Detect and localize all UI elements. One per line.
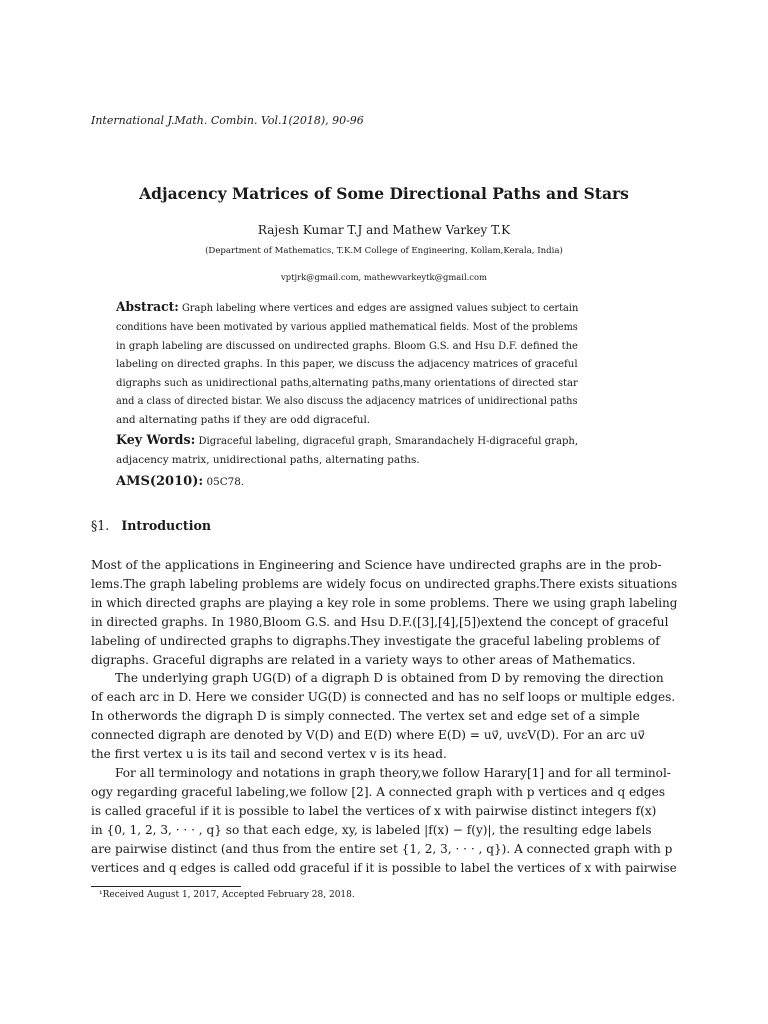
body-line: digraphs. Graceful digraphs are related in a variety ways to other areas of Mathematics.: [91, 653, 636, 667]
body-line: the first vertex u is its tail and second vertex v is its head.: [91, 747, 447, 761]
body-line: In otherwords the digraph D is simply connected. The vertex set and edge set of a simple: [91, 709, 640, 723]
footnote: ¹Received August 1, 2017, Accepted February 28, 2018.: [99, 890, 355, 900]
body-line: Most of the applications in Engineering and Science have undirected graphs are in the prob-: [91, 558, 662, 572]
keywords-label: Key Words:: [116, 433, 196, 448]
journal-reference: International J.Math. Combin. Vol.1(2018), 90-96: [91, 114, 364, 127]
body-line: vertices and q edges is called odd graceful if it is possible to label the vertices of x with pairwise: [91, 861, 677, 875]
section-number: §1.: [91, 518, 110, 533]
body-line: For all terminology and notations in graph theory,we follow Harary[1] and for all terminol-: [115, 766, 671, 780]
abstract-text: Graph labeling where vertices and edges are assigned values subject to certain: [181, 302, 579, 314]
abstract-line: conditions have been motivated by various applied mathematical fields. Most of the problems: [116, 321, 578, 333]
abstract-line: and alternating paths if they are odd digraceful.: [116, 413, 371, 426]
abstract-label: Abstract:: [116, 300, 179, 315]
body-line: connected digraph are denoted by V(D) and E(D) where E(D) = uv⃗, uvεV(D). For an arc uv⃗: [91, 728, 645, 742]
body-line: in which directed graphs are playing a key role in some problems. There we using graph labeling: [91, 596, 678, 610]
body-line: of each arc in D. Here we consider UG(D) is connected and has no self loops or multiple edges.: [91, 690, 676, 704]
paper-authors: Rajesh Kumar T.J and Mathew Varkey T.K: [257, 223, 511, 237]
body-line: is called graceful if it is possible to label the vertices of x with pairwise distinct integers f(x): [91, 804, 657, 818]
section-title: Introduction: [121, 518, 212, 533]
abstract-line: digraphs such as unidirectional paths,alternating paths,many orientations of directed star: [116, 376, 578, 389]
keywords-line: [116, 432, 578, 450]
abstract-line: [116, 299, 578, 317]
abstract-line: and a class of directed bistar. We also discuss the adjacency matrices of unidirectional paths: [116, 395, 578, 407]
keywords-line: adjacency matrix, unidirectional paths, alternating paths.: [116, 454, 420, 466]
paper-title: Adjacency Matrices of Some Directional Paths and Stars: [139, 184, 629, 203]
author-affiliation: (Department of Mathematics, T.K.M College of Engineering, Kollam,Kerala, India): [205, 246, 563, 256]
ams-value: 05C78.: [206, 476, 245, 488]
keywords-text: Digraceful labeling, digraceful graph, Smarandachely H-digraceful graph,: [198, 435, 579, 447]
section-heading: [91, 518, 211, 533]
abstract-line: labeling on directed graphs. In this paper, we discuss the adjacency matrices of graceful: [116, 358, 578, 370]
footnote-rule: [91, 886, 241, 887]
body-line: in {0, 1, 2, 3, · · · , q} so that each edge, xy, is labeled |f(x) − f(y)|, the resulting edge labels: [91, 823, 652, 837]
ams-label: AMS(2010):: [116, 474, 204, 489]
author-emails: vptjrk@gmail.com, mathewvarkeytk@gmail.com: [281, 272, 487, 282]
body-line: are pairwise distinct (and thus from the entire set {1, 2, 3, · · · , q}). A connected graph with p: [91, 842, 673, 856]
body-line: labeling of undirected graphs to digraphs.They investigate the graceful labeling problems of: [91, 634, 660, 648]
body-line: ogy regarding graceful labeling,we follow [2]. A connected graph with p vertices and q edges: [91, 785, 666, 799]
body-line: The underlying graph UG(D) of a digraph D is obtained from D by removing the direction: [115, 671, 664, 685]
abstract-line: in graph labeling are discussed on undirected graphs. Bloom G.S. and Hsu D.F. defined the: [116, 339, 578, 352]
body-line: in directed graphs. In 1980,Bloom G.S. and Hsu D.F.([3],[4],[5])extend the concept of graceful: [91, 615, 669, 629]
body-line: lems.The graph labeling problems are widely focus on undirected graphs.There exists situations: [91, 577, 678, 591]
